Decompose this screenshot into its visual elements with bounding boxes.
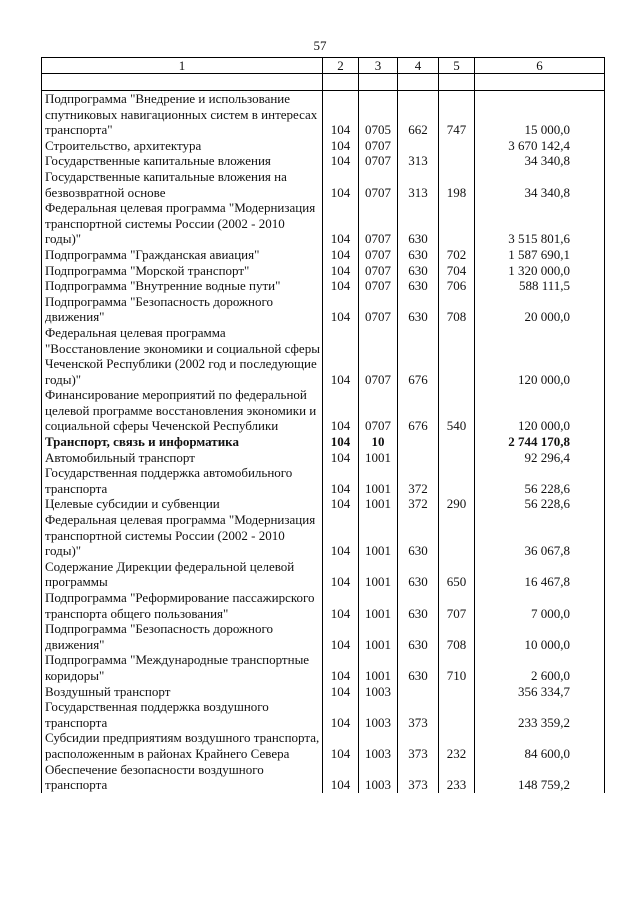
table-row xyxy=(42,652,605,683)
item-name: Федеральная целевая программа "Модернизация транспортной системы России (2002 - 2010 годы)" xyxy=(42,200,323,247)
item-name: Обеспечение безопасности воздушного транспорта xyxy=(42,762,323,793)
amount: 84 600,0 xyxy=(475,730,605,761)
table-row xyxy=(42,138,605,154)
ministry-code: 104 xyxy=(323,263,359,279)
section-code: 1001 xyxy=(359,512,398,559)
spacer-cell xyxy=(323,74,359,91)
ministry-code: 104 xyxy=(323,169,359,200)
amount: 34 340,8 xyxy=(475,153,605,169)
expense-type-code: 540 xyxy=(439,387,475,434)
spacer-cell xyxy=(359,74,398,91)
column-number-4: 4 xyxy=(398,58,439,74)
item-name: Субсидии предприятиям воздушного транспорта, расположенным в районах Крайнего Севера xyxy=(42,730,323,761)
expense-type-code: 708 xyxy=(439,294,475,325)
section-code: 1001 xyxy=(359,652,398,683)
item-name: Финансирование мероприятий по федеральной целевой программе восстановления экономики и социальной сферы Чеченской Республики xyxy=(42,387,323,434)
table-row xyxy=(42,153,605,169)
table-row xyxy=(42,387,605,434)
table-row xyxy=(42,512,605,559)
spacer-cell xyxy=(398,74,439,91)
item-name: Подпрограмма "Внедрение и использование спутниковых навигационных систем в интересах транспорта" xyxy=(42,91,323,138)
item-name: Воздушный транспорт xyxy=(42,684,323,700)
item-name: Подпрограмма "Реформирование пассажирского транспорта общего пользования" xyxy=(42,590,323,621)
section-code: 1001 xyxy=(359,559,398,590)
table-row xyxy=(42,278,605,294)
amount: 148 759,2 xyxy=(475,762,605,793)
spacer-cell xyxy=(475,74,605,91)
column-number-6: 6 xyxy=(475,58,605,74)
target-article-code: 630 xyxy=(398,652,439,683)
amount: 1 320 000,0 xyxy=(475,263,605,279)
table-row xyxy=(42,91,605,138)
expense-type-code xyxy=(439,512,475,559)
table-row xyxy=(42,762,605,793)
section-code: 0707 xyxy=(359,138,398,154)
section-code: 1003 xyxy=(359,699,398,730)
table-row xyxy=(42,263,605,279)
target-article-code: 630 xyxy=(398,621,439,652)
section-code: 1001 xyxy=(359,590,398,621)
column-number-5: 5 xyxy=(439,58,475,74)
section-code: 10 xyxy=(359,434,398,450)
ministry-code: 104 xyxy=(323,699,359,730)
target-article-code xyxy=(398,450,439,466)
section-code: 0707 xyxy=(359,247,398,263)
section-code: 1001 xyxy=(359,465,398,496)
amount: 20 000,0 xyxy=(475,294,605,325)
ministry-code: 104 xyxy=(323,325,359,387)
target-article-code: 630 xyxy=(398,590,439,621)
ministry-code: 104 xyxy=(323,450,359,466)
target-article-code: 662 xyxy=(398,91,439,138)
item-name: Транспорт, связь и информатика xyxy=(42,434,323,450)
item-name: Подпрограмма "Внутренние водные пути" xyxy=(42,278,323,294)
target-article-code: 373 xyxy=(398,730,439,761)
expense-type-code xyxy=(439,699,475,730)
section-code: 0707 xyxy=(359,200,398,247)
ministry-code: 104 xyxy=(323,762,359,793)
target-article-code xyxy=(398,684,439,700)
target-article-code: 630 xyxy=(398,247,439,263)
column-number-1: 1 xyxy=(42,58,323,74)
section-code: 1001 xyxy=(359,496,398,512)
section-code: 0707 xyxy=(359,263,398,279)
ministry-code: 104 xyxy=(323,294,359,325)
item-name: Подпрограмма "Безопасность дорожного движения" xyxy=(42,294,323,325)
table-row xyxy=(42,294,605,325)
section-code: 0705 xyxy=(359,91,398,138)
amount: 10 000,0 xyxy=(475,621,605,652)
table-row xyxy=(42,200,605,247)
amount: 92 296,4 xyxy=(475,450,605,466)
target-article-code: 372 xyxy=(398,465,439,496)
table-row xyxy=(42,465,605,496)
section-code: 0707 xyxy=(359,294,398,325)
item-name: Государственная поддержка воздушного транспорта xyxy=(42,699,323,730)
target-article-code xyxy=(398,434,439,450)
table-row xyxy=(42,699,605,730)
item-name: Автомобильный транспорт xyxy=(42,450,323,466)
amount: 2 600,0 xyxy=(475,652,605,683)
column-number-2: 2 xyxy=(323,58,359,74)
expense-type-code xyxy=(439,200,475,247)
target-article-code: 676 xyxy=(398,325,439,387)
section-code: 0707 xyxy=(359,325,398,387)
expense-type-code xyxy=(439,138,475,154)
amount: 356 334,7 xyxy=(475,684,605,700)
ministry-code: 104 xyxy=(323,434,359,450)
ministry-code: 104 xyxy=(323,559,359,590)
column-number-row xyxy=(42,58,605,74)
target-article-code: 676 xyxy=(398,387,439,434)
table-row xyxy=(42,559,605,590)
budget-table xyxy=(41,57,605,793)
amount: 36 067,8 xyxy=(475,512,605,559)
item-name: Государственная поддержка автомобильного транспорта xyxy=(42,465,323,496)
expense-type-code: 747 xyxy=(439,91,475,138)
item-name: Федеральная целевая программа "Модернизация транспортной системы России (2002 - 2010 годы)" xyxy=(42,512,323,559)
table-row xyxy=(42,450,605,466)
expense-type-code: 232 xyxy=(439,730,475,761)
amount: 120 000,0 xyxy=(475,387,605,434)
section-code: 1001 xyxy=(359,450,398,466)
section-code: 0707 xyxy=(359,278,398,294)
table-row xyxy=(42,730,605,761)
table-row xyxy=(42,169,605,200)
ministry-code: 104 xyxy=(323,621,359,652)
amount: 16 467,8 xyxy=(475,559,605,590)
table-row xyxy=(42,496,605,512)
amount: 3 515 801,6 xyxy=(475,200,605,247)
section-code: 0707 xyxy=(359,169,398,200)
item-name: Государственные капитальные вложения xyxy=(42,153,323,169)
amount: 15 000,0 xyxy=(475,91,605,138)
target-article-code: 372 xyxy=(398,496,439,512)
amount: 56 228,6 xyxy=(475,496,605,512)
spacer-cell xyxy=(42,74,323,91)
expense-type-code: 708 xyxy=(439,621,475,652)
amount: 120 000,0 xyxy=(475,325,605,387)
ministry-code: 104 xyxy=(323,730,359,761)
table-row xyxy=(42,247,605,263)
ministry-code: 104 xyxy=(323,590,359,621)
item-name: Содержание Дирекции федеральной целевой программы xyxy=(42,559,323,590)
ministry-code: 104 xyxy=(323,247,359,263)
expense-type-code: 710 xyxy=(439,652,475,683)
item-name: Государственные капитальные вложения на безвозвратной основе xyxy=(42,169,323,200)
amount: 2 744 170,8 xyxy=(475,434,605,450)
target-article-code: 313 xyxy=(398,153,439,169)
spacer-cell xyxy=(439,74,475,91)
column-number-3: 3 xyxy=(359,58,398,74)
ministry-code: 104 xyxy=(323,496,359,512)
target-article-code: 373 xyxy=(398,699,439,730)
section-code: 0707 xyxy=(359,387,398,434)
item-name: Целевые субсидии и субвенции xyxy=(42,496,323,512)
expense-type-code: 707 xyxy=(439,590,475,621)
item-name: Подпрограмма "Безопасность дорожного движения" xyxy=(42,621,323,652)
amount: 34 340,8 xyxy=(475,169,605,200)
ministry-code: 104 xyxy=(323,278,359,294)
amount: 233 359,2 xyxy=(475,699,605,730)
section-code: 1003 xyxy=(359,684,398,700)
ministry-code: 104 xyxy=(323,512,359,559)
target-article-code: 630 xyxy=(398,200,439,247)
target-article-code: 313 xyxy=(398,169,439,200)
expense-type-code: 706 xyxy=(439,278,475,294)
expense-type-code xyxy=(439,153,475,169)
amount: 56 228,6 xyxy=(475,465,605,496)
table-row xyxy=(42,621,605,652)
ministry-code: 104 xyxy=(323,200,359,247)
amount: 3 670 142,4 xyxy=(475,138,605,154)
amount: 7 000,0 xyxy=(475,590,605,621)
ministry-code: 104 xyxy=(323,465,359,496)
expense-type-code: 650 xyxy=(439,559,475,590)
expense-type-code xyxy=(439,684,475,700)
table-row xyxy=(42,684,605,700)
section-code: 1003 xyxy=(359,762,398,793)
item-name: Строительство, архитектура xyxy=(42,138,323,154)
section-code: 1001 xyxy=(359,621,398,652)
target-article-code: 630 xyxy=(398,559,439,590)
expense-type-code xyxy=(439,465,475,496)
table-row xyxy=(42,590,605,621)
item-name: Подпрограмма "Международные транспортные коридоры" xyxy=(42,652,323,683)
item-name: Федеральная целевая программа "Восстановление экономики и социальной сферы Чеченской Республики (2002 год и последующие годы)" xyxy=(42,325,323,387)
ministry-code: 104 xyxy=(323,153,359,169)
section-code: 1003 xyxy=(359,730,398,761)
table-row xyxy=(42,434,605,450)
expense-type-code: 233 xyxy=(439,762,475,793)
target-article-code: 373 xyxy=(398,762,439,793)
ministry-code: 104 xyxy=(323,652,359,683)
ministry-code: 104 xyxy=(323,138,359,154)
expense-type-code: 290 xyxy=(439,496,475,512)
table-row xyxy=(42,325,605,387)
amount: 588 111,5 xyxy=(475,278,605,294)
section-code: 0707 xyxy=(359,153,398,169)
expense-type-code xyxy=(439,434,475,450)
target-article-code: 630 xyxy=(398,278,439,294)
target-article-code: 630 xyxy=(398,294,439,325)
expense-type-code xyxy=(439,325,475,387)
page-number: 57 xyxy=(313,38,327,53)
expense-type-code: 198 xyxy=(439,169,475,200)
target-article-code: 630 xyxy=(398,263,439,279)
target-article-code xyxy=(398,138,439,154)
spacer-row xyxy=(42,74,605,91)
expense-type-code xyxy=(439,450,475,466)
expense-type-code: 702 xyxy=(439,247,475,263)
amount: 1 587 690,1 xyxy=(475,247,605,263)
ministry-code: 104 xyxy=(323,91,359,138)
item-name: Подпрограмма "Гражданская авиация" xyxy=(42,247,323,263)
ministry-code: 104 xyxy=(323,684,359,700)
ministry-code: 104 xyxy=(323,387,359,434)
expense-type-code: 704 xyxy=(439,263,475,279)
target-article-code: 630 xyxy=(398,512,439,559)
item-name: Подпрограмма "Морской транспорт" xyxy=(42,263,323,279)
